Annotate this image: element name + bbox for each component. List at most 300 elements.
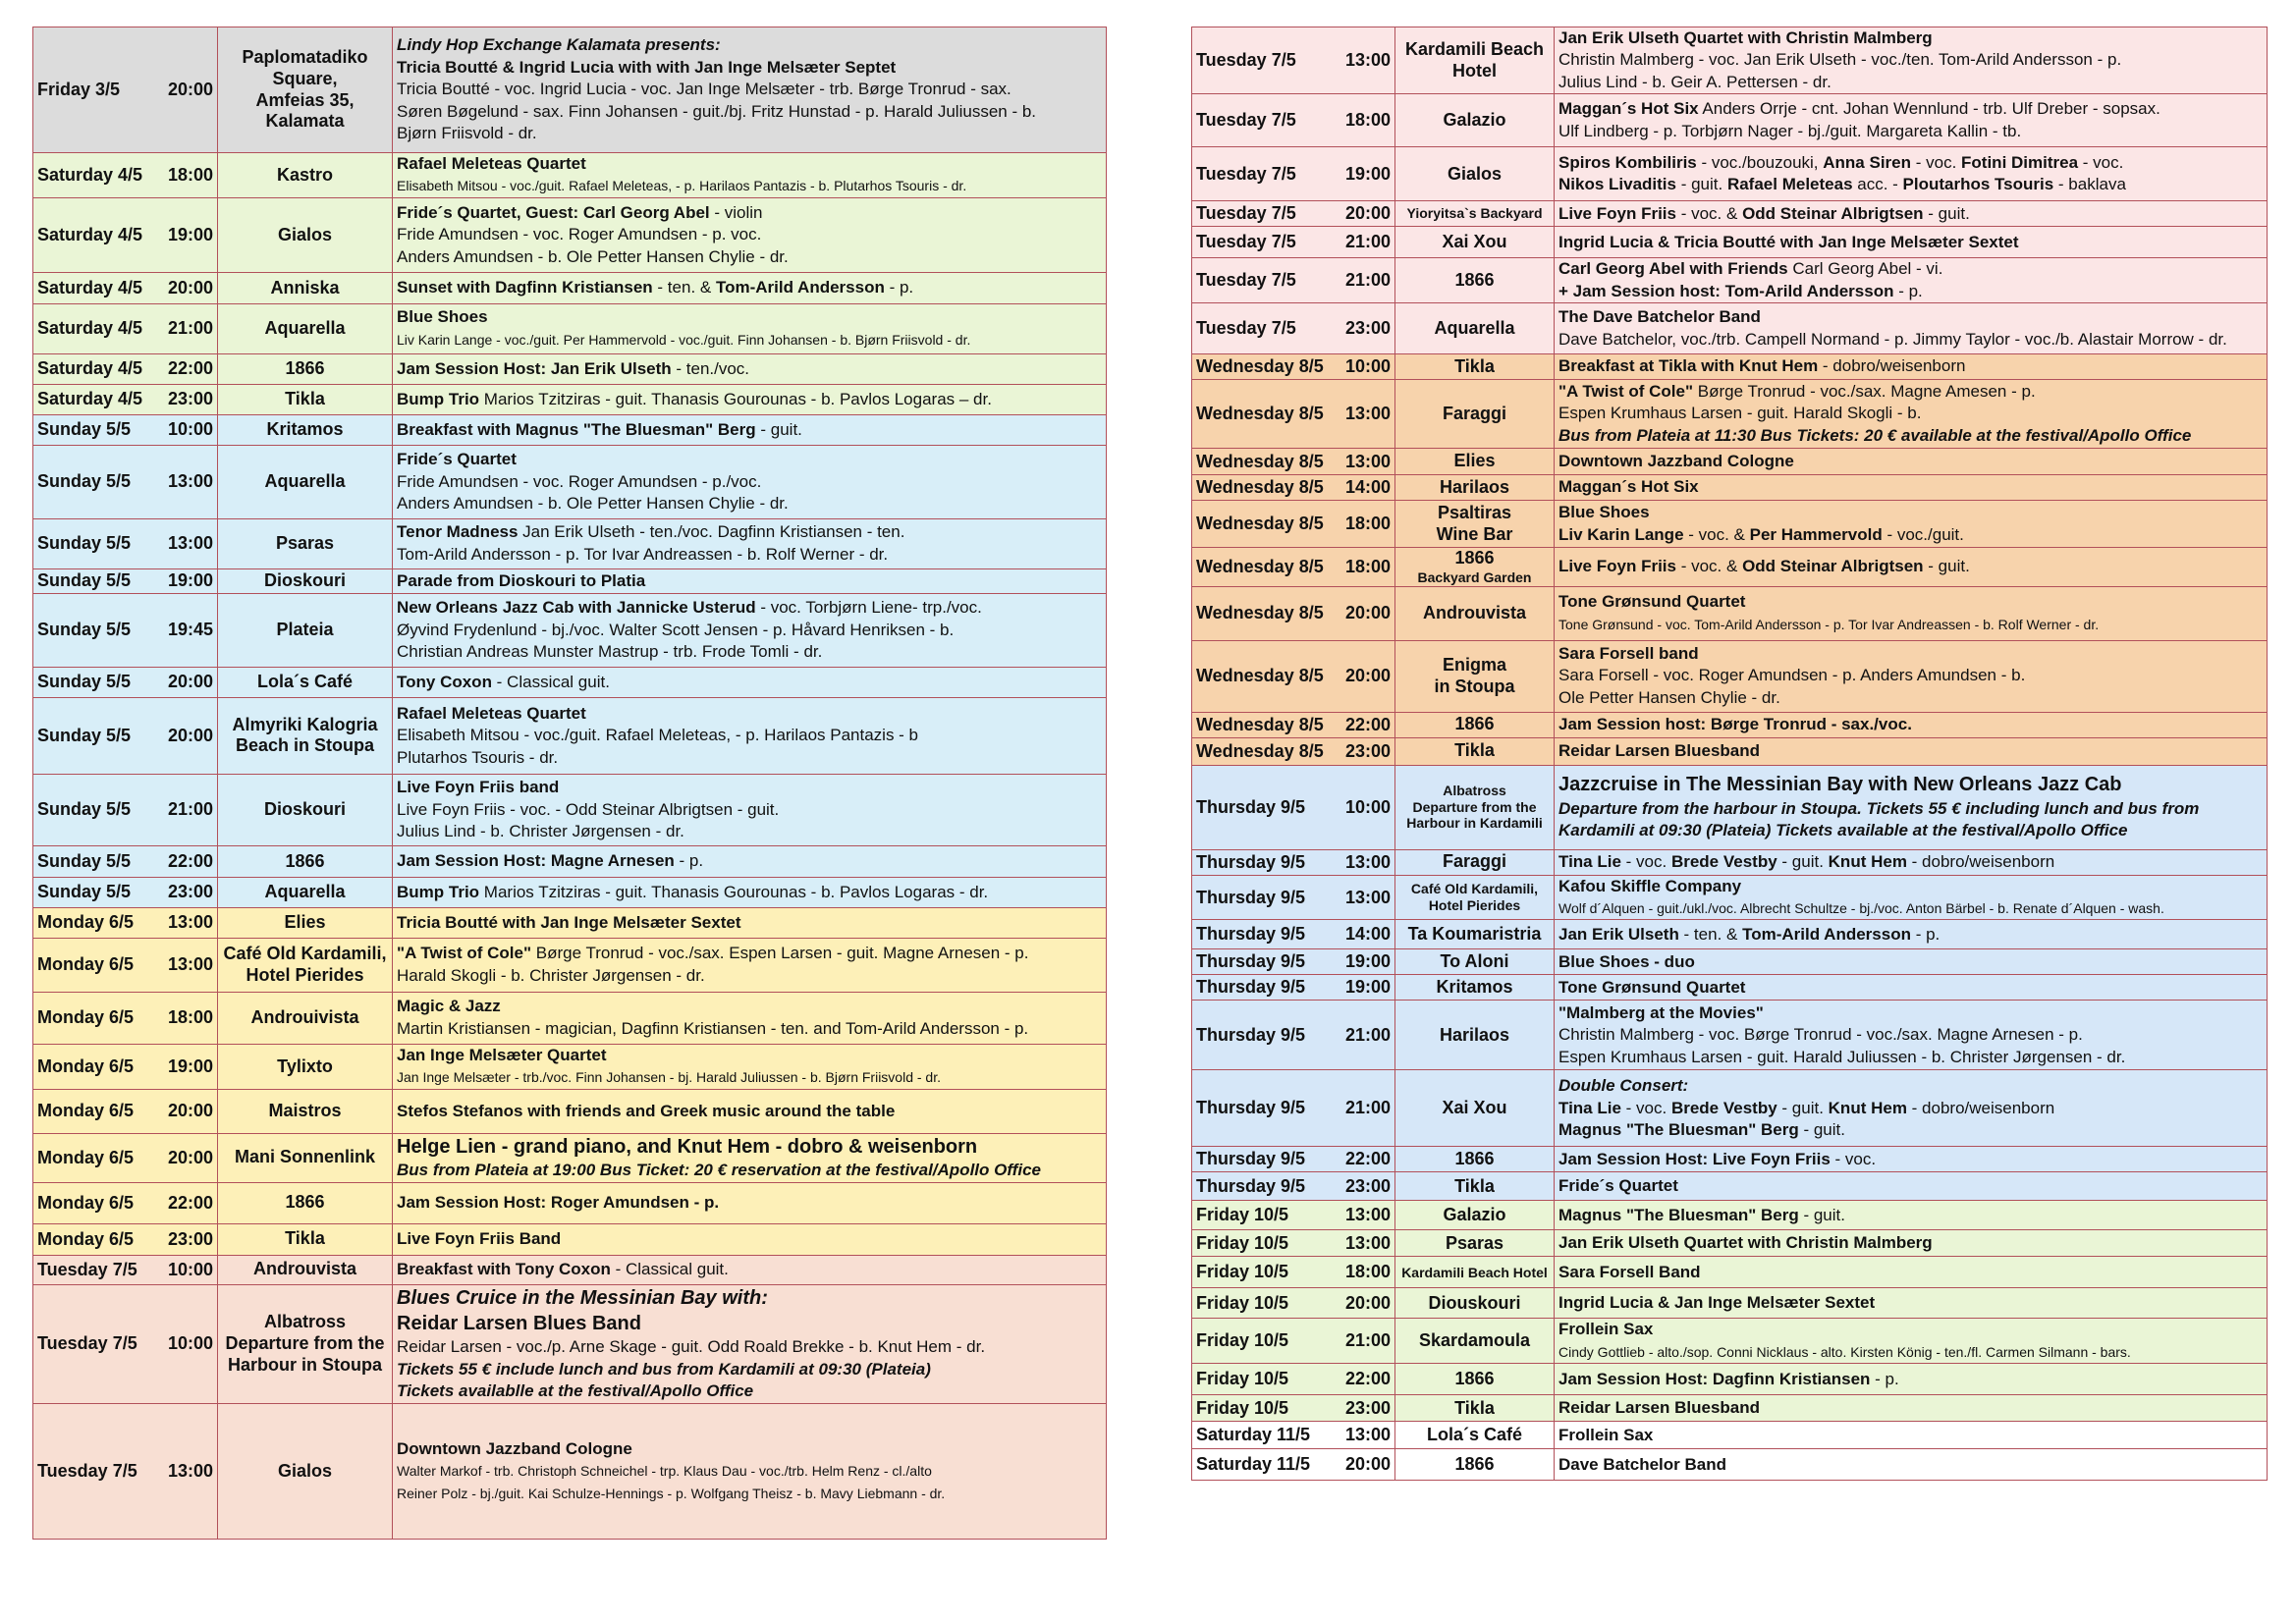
act-line: [1558, 381, 2263, 403]
act-line: [397, 175, 1102, 196]
event-time: 23:00: [167, 1228, 213, 1249]
event-venue: [1395, 765, 1555, 849]
event-venue: [1395, 94, 1555, 147]
event-act: [1555, 920, 2268, 949]
event-row: [33, 1182, 1107, 1223]
event-row: [1192, 227, 2268, 258]
event-datetime: [33, 845, 218, 877]
act-line: [1558, 1002, 2263, 1024]
event-act: [393, 992, 1107, 1044]
act-line: [1558, 152, 2263, 174]
act-text: Julius Lind - b. Geir A. Pettersen - dr.: [1558, 72, 1831, 91]
event-datetime: [33, 992, 218, 1044]
event-time: 21:00: [167, 799, 213, 820]
act-line: [397, 34, 1102, 56]
event-act: [1555, 1201, 2268, 1230]
act-line: [1558, 98, 2263, 120]
event-row: [33, 384, 1107, 414]
event-venue: [218, 907, 393, 938]
act-line: [397, 777, 1102, 798]
act-line: [397, 544, 1102, 566]
event-date: Monday 6/5: [37, 1055, 135, 1076]
act-line: [1558, 1262, 2263, 1283]
venue-line: Hotel Pierides: [1428, 897, 1521, 914]
event-venue: [218, 153, 393, 198]
event-act: [1555, 1070, 2268, 1147]
event-date: Tuesday 7/5: [1196, 163, 1296, 184]
event-datetime: [33, 1133, 218, 1182]
event-row: [33, 1255, 1107, 1284]
act-line: [1558, 643, 2263, 665]
event-time: 21:00: [1344, 270, 1391, 291]
event-date: Saturday 11/5: [1196, 1425, 1311, 1445]
event-date: Wednesday 8/5: [1196, 556, 1324, 576]
event-date: Monday 6/5: [37, 1228, 135, 1249]
event-row: [1192, 640, 2268, 712]
act-line: [1558, 740, 2263, 762]
event-time: 10:00: [167, 419, 213, 440]
event-datetime: [33, 518, 218, 568]
event-date: Saturday 4/5: [37, 224, 143, 244]
event-row: [1192, 1172, 2268, 1201]
event-datetime: [1192, 1001, 1395, 1070]
event-act: [1555, 1395, 2268, 1422]
act-text: Reiner Polz - bj./guit. Kai Schulze-Hennings - p. Wolfgang Theisz - b. Mavy Liebmann - dr.: [397, 1485, 946, 1501]
venue-line: Ta Koumaristria: [1407, 924, 1542, 945]
event-datetime: [1192, 548, 1395, 586]
act-text: Carl Georg Abel with Friends: [1558, 259, 1788, 279]
venue-line: 1866: [1454, 714, 1495, 734]
act-text: - guit.: [1777, 1098, 1829, 1117]
act-text: Øyvind Frydenlund - bj./voc. Walter Scott Jensen - p. Håvard Henriksen - b.: [397, 620, 955, 639]
act-text: Liv Karin Lange: [1558, 524, 1684, 544]
venue-line: Diouskouri: [1428, 1292, 1521, 1313]
act-text: Jan Erik Ulseth Quartet with Christin Malmberg: [1558, 1233, 1933, 1253]
act-text: Tricia Boutté & Ingrid Lucia with with Jan Inge Melsæter Septet: [397, 57, 897, 77]
event-time: 14:00: [1344, 477, 1391, 498]
event-datetime: [1192, 1288, 1395, 1319]
event-date: Wednesday 8/5: [1196, 356, 1324, 377]
event-time: 20:00: [1344, 1292, 1391, 1313]
event-venue: [1395, 640, 1555, 712]
event-time: 13:00: [1344, 1232, 1391, 1253]
act-text: Rafael Meleteas: [1726, 175, 1853, 194]
event-time: 23:00: [1344, 1175, 1391, 1196]
event-datetime: [1192, 949, 1395, 975]
act-line: [1558, 1341, 2263, 1363]
event-time: 21:00: [1344, 1098, 1391, 1118]
act-line: [1558, 1024, 2263, 1046]
event-act: [1555, 1422, 2268, 1449]
act-line: [397, 1259, 1102, 1280]
venue-line: Hotel: [1452, 60, 1497, 81]
event-time: 22:00: [1344, 1149, 1391, 1169]
act-text: Børge Tronrud - voc./sax. Magne Amesen - p.: [1693, 382, 2036, 402]
act-line: [1558, 502, 2263, 523]
act-text: Reidar Larsen Bluesband: [1558, 1398, 1761, 1418]
event-date: Tuesday 7/5: [1196, 110, 1296, 131]
act-text: Odd Steinar Albrigtsen: [1742, 557, 1924, 576]
event-venue: [1395, 712, 1555, 737]
event-time: 13:00: [167, 471, 213, 492]
event-act: [1555, 548, 2268, 586]
act-text: Stefos Stefanos with friends and Greek music around the table: [397, 1101, 896, 1120]
event-date: Sunday 5/5: [37, 533, 132, 554]
venue-line: 1866: [285, 1192, 325, 1213]
program-table-right-body: [1192, 27, 2268, 1481]
event-time: 23:00: [1344, 1397, 1391, 1418]
event-row: [1192, 94, 2268, 147]
act-line: [397, 1438, 1102, 1460]
act-text: - p.: [884, 278, 914, 298]
event-date: Sunday 5/5: [37, 570, 132, 591]
event-datetime: [1192, 1364, 1395, 1395]
event-date: Thursday 9/5: [1196, 796, 1306, 817]
event-time: 19:00: [167, 224, 213, 244]
act-text: Dave Batchelor Band: [1558, 1454, 1726, 1474]
act-text: Marios Tzitziras - guit. Thanasis Gourounas - b. Pavlos Logaras - dr.: [479, 882, 989, 901]
act-line: [1558, 425, 2263, 447]
event-datetime: [33, 593, 218, 667]
act-text: Christian Andreas Munster Mastrup - trb. Frode Tomli - dr.: [397, 642, 823, 662]
act-line: [397, 850, 1102, 872]
event-date: Thursday 9/5: [1196, 1175, 1306, 1196]
event-act: [1555, 1147, 2268, 1172]
event-time: 14:00: [1344, 924, 1391, 945]
event-datetime: [1192, 737, 1395, 765]
venue-line: Gialos: [1447, 163, 1503, 184]
event-row: [33, 153, 1107, 198]
event-date: Wednesday 8/5: [1196, 740, 1324, 761]
act-text: Per Hammervold: [1749, 524, 1883, 544]
act-line: [397, 882, 1102, 903]
event-row: [1192, 849, 2268, 875]
event-act: [393, 518, 1107, 568]
event-act: [1555, 147, 2268, 201]
event-datetime: [1192, 920, 1395, 949]
event-datetime: [1192, 1147, 1395, 1172]
event-time: 22:00: [1344, 1369, 1391, 1389]
act-text: - voc.: [1911, 152, 1962, 172]
act-line: [1558, 951, 2263, 973]
act-line: [397, 1285, 1102, 1311]
act-text: "A Twist of Cole": [397, 944, 532, 963]
event-venue: [218, 1182, 393, 1223]
venue-line: Amfeias 35,: [255, 89, 355, 110]
act-text: - voc. &: [1675, 557, 1743, 576]
act-text: Frollein Sax: [1558, 1320, 1654, 1339]
event-datetime: [33, 303, 218, 353]
act-text: Live Foyn Friis Band: [397, 1228, 562, 1248]
venue-line: Almyriki Kalogria: [232, 714, 378, 734]
event-row: [1192, 303, 2268, 354]
event-datetime: [1192, 1319, 1395, 1364]
event-datetime: [1192, 201, 1395, 227]
act-line: [1558, 232, 2263, 253]
event-venue: [1395, 258, 1555, 303]
event-row: [33, 845, 1107, 877]
event-datetime: [33, 272, 218, 303]
venue-line: Backyard Garden: [1417, 568, 1532, 585]
event-venue: [1395, 548, 1555, 586]
event-act: [393, 697, 1107, 774]
venue-line: Gialos: [277, 224, 333, 244]
event-venue: [1395, 737, 1555, 765]
event-date: Tuesday 7/5: [1196, 203, 1296, 224]
event-time: 18:00: [1344, 1262, 1391, 1282]
event-time: 18:00: [1344, 110, 1391, 131]
act-text: - voc.: [1620, 1098, 1671, 1117]
act-line: [1558, 1098, 2263, 1119]
act-text: Kardamili at 09:30 (Plateia) Tickets available at the festival/Apollo Office: [1558, 821, 2128, 840]
event-row: [1192, 475, 2268, 501]
venue-line: Galazio: [1443, 1205, 1506, 1225]
event-datetime: [1192, 586, 1395, 640]
act-line: [397, 419, 1102, 441]
event-date: Wednesday 8/5: [1196, 404, 1324, 424]
event-row: [1192, 712, 2268, 737]
act-line: [397, 202, 1102, 224]
act-line: [1558, 614, 2263, 635]
event-date: Tuesday 7/5: [37, 1333, 137, 1354]
venue-line: Lola´s Café: [1426, 1425, 1523, 1445]
act-line: [397, 570, 1102, 592]
event-venue: [1395, 501, 1555, 548]
venue-line: Tikla: [1454, 1397, 1495, 1418]
venue-line: Anniska: [270, 277, 340, 298]
act-text: - voc. &: [1683, 524, 1750, 544]
act-text: Odd Steinar Albrigtsen: [1742, 203, 1924, 223]
event-date: Friday 10/5: [1196, 1292, 1289, 1313]
program-table-left: [32, 27, 1107, 1540]
act-line: [1558, 714, 2263, 735]
event-row: [33, 445, 1107, 518]
act-line: [397, 821, 1102, 842]
act-line: [1558, 281, 2263, 302]
act-line: [397, 1228, 1102, 1250]
event-venue: [218, 774, 393, 845]
event-date: Saturday 4/5: [37, 358, 143, 379]
venue-line: Enigma: [1442, 654, 1506, 675]
act-text: Tickets 55 € include lunch and bus from Kardamili at 09:30 (Plateia): [397, 1359, 931, 1379]
event-date: Thursday 9/5: [1196, 951, 1306, 972]
act-line: [397, 1192, 1102, 1214]
event-act: [1555, 449, 2268, 475]
event-date: Friday 10/5: [1196, 1369, 1289, 1389]
event-datetime: [1192, 1172, 1395, 1201]
act-line: [397, 1311, 1102, 1336]
event-row: [1192, 1230, 2268, 1257]
event-venue: [218, 938, 393, 992]
act-line: [1558, 121, 2263, 142]
act-text: Ole Petter Hansen Chylie - dr.: [1558, 687, 1780, 707]
act-text: Anders Orrje - cnt. Johan Wennlund - trb. Ulf Dreber - sopsax.: [1698, 99, 2160, 119]
event-act: [1555, 1449, 2268, 1481]
event-act: [393, 197, 1107, 272]
event-act: [1555, 712, 2268, 737]
venue-line: Kardamili Beach Hotel: [1401, 1264, 1548, 1280]
venue-line: Lola´s Café: [256, 672, 354, 692]
venue-line: Mani Sonnenlink: [234, 1147, 375, 1167]
act-text: - dobro/weisenborn: [1906, 851, 2055, 871]
event-act: [393, 774, 1107, 845]
act-text: Sunset with Dagfinn Kristiansen: [397, 278, 653, 298]
event-venue: [1395, 920, 1555, 949]
act-line: [397, 389, 1102, 410]
act-line: [397, 521, 1102, 543]
event-time: 13:00: [1344, 404, 1391, 424]
venue-line: Androuvista: [252, 1259, 356, 1279]
event-act: [1555, 1319, 2268, 1364]
act-text: Downtown Jazzband Cologne: [1558, 451, 1794, 470]
act-line: [1558, 687, 2263, 709]
act-text: Elisabeth Mitsou - voc./guit. Rafael Meleteas, - p. Harilaos Pantazis - b. Plutarhos Tsouris - dr.: [397, 178, 967, 194]
event-time: 13:00: [167, 954, 213, 975]
act-line: [1558, 203, 2263, 225]
act-line: [397, 597, 1102, 619]
event-date: Monday 6/5: [37, 1007, 135, 1028]
act-text: - p.: [1893, 281, 1923, 300]
venue-line: Paplomatadiko: [242, 47, 368, 68]
event-datetime: [33, 1255, 218, 1284]
venue-line: Harbour in Kardamili: [1406, 815, 1543, 832]
event-venue: [218, 27, 393, 153]
event-time: 20:00: [167, 1101, 213, 1121]
event-date: Thursday 9/5: [1196, 1149, 1306, 1169]
event-time: 13:00: [167, 912, 213, 933]
act-text: Bump Trio: [397, 882, 480, 901]
act-line: [397, 1045, 1102, 1066]
event-date: Monday 6/5: [37, 1192, 135, 1213]
act-text: - voc.: [2078, 152, 2124, 172]
act-text: Breakfast at Tikla with Knut Hem: [1558, 356, 1819, 376]
event-venue: [218, 1284, 393, 1403]
event-act: [393, 384, 1107, 414]
event-act: [1555, 258, 2268, 303]
event-venue: [1395, 1001, 1555, 1070]
act-line: [397, 101, 1102, 123]
act-line: [397, 1160, 1102, 1181]
event-act: [393, 593, 1107, 667]
event-time: 13:00: [1344, 451, 1391, 471]
act-text: - dobro/weisenborn: [1906, 1098, 2055, 1117]
act-line: [1558, 591, 2263, 613]
event-time: 20:00: [1344, 1454, 1391, 1475]
act-line: [1558, 1425, 2263, 1446]
event-date: Friday 10/5: [1196, 1330, 1289, 1351]
event-act: [393, 1403, 1107, 1539]
event-date: Thursday 9/5: [1196, 1024, 1306, 1045]
event-datetime: [33, 774, 218, 845]
event-datetime: [33, 877, 218, 907]
venue-line: Psaltiras: [1437, 503, 1512, 523]
act-text: Julius Lind - b. Christer Jørgensen - dr.: [397, 822, 684, 841]
act-line: [1558, 1232, 2263, 1254]
event-venue: [1395, 449, 1555, 475]
act-line: [1558, 556, 2263, 577]
act-text: Rafael Meleteas Quartet: [397, 703, 586, 723]
event-date: Tuesday 7/5: [1196, 270, 1296, 291]
act-text: Ulf Lindberg - p. Torbjørn Nager - bj./guit. Margareta Kallin - tb.: [1558, 121, 2022, 140]
act-line: [1558, 798, 2263, 820]
event-act: [1555, 849, 2268, 875]
act-line: [397, 1460, 1102, 1482]
act-line: [1558, 665, 2263, 686]
venue-line: Faraggi: [1442, 403, 1506, 423]
event-act: [1555, 949, 2268, 975]
event-row: [33, 667, 1107, 697]
venue-line: Dioskouri: [263, 799, 346, 820]
event-date: Wednesday 8/5: [1196, 714, 1324, 734]
event-row: [1192, 1201, 2268, 1230]
event-date: Saturday 4/5: [37, 277, 143, 298]
event-time: 21:00: [1344, 1330, 1391, 1351]
event-row: [1192, 1147, 2268, 1172]
act-line: [397, 1380, 1102, 1402]
act-text: Bjørn Friisvold - dr.: [397, 124, 537, 143]
act-text: Brede Vestby: [1670, 851, 1777, 871]
act-text: - voc./bouzouki,: [1696, 152, 1824, 172]
act-text: - Classical guit.: [610, 1259, 729, 1278]
event-venue: [1395, 1257, 1555, 1288]
event-row: [33, 1044, 1107, 1089]
event-row: [1192, 1364, 2268, 1395]
act-text: - guit.: [755, 419, 802, 439]
event-act: [393, 414, 1107, 445]
act-text: - guit.: [1777, 851, 1829, 871]
event-time: 10:00: [167, 1259, 213, 1279]
act-line: [397, 965, 1102, 987]
act-text: Sara Forsell Band: [1558, 1262, 1701, 1281]
act-line: [397, 672, 1102, 693]
act-text: Tricia Boutté - voc. Ingrid Lucia - voc. Jan Inge Melsæter - trb. Børge Tronrud - sax.: [397, 80, 1011, 99]
venue-line: Kalamata: [265, 111, 345, 132]
event-row: [1192, 586, 2268, 640]
act-text: Blue Shoes - duo: [1558, 951, 1695, 971]
event-row: [33, 1403, 1107, 1539]
event-time: 13:00: [1344, 887, 1391, 907]
event-time: 22:00: [1344, 714, 1391, 734]
act-text: Sara Forsell - voc. Roger Amundsen - p. Anders Amundsen - b.: [1558, 666, 2026, 685]
venue-line: Gialos: [277, 1460, 333, 1481]
act-text: Espen Krumhaus Larsen - guit. Harald Juliussen - b. Christer Jørgensen - dr.: [1558, 1047, 2126, 1066]
act-line: [1558, 403, 2263, 424]
venue-line: Kardamili Beach: [1404, 39, 1545, 60]
event-venue: [1395, 354, 1555, 380]
venue-line: Aquarella: [264, 471, 346, 492]
venue-line: Xai Xou: [1442, 1098, 1507, 1118]
event-date: Friday 10/5: [1196, 1205, 1289, 1225]
act-text: Ingrid Lucia & Tricia Boutté with Jan Inge Melsæter Sextet: [1558, 232, 2019, 251]
act-text: - voc.: [1830, 1149, 1877, 1168]
event-act: [1555, 1230, 2268, 1257]
act-text: Ingrid Lucia & Jan Inge Melsæter Sextet: [1558, 1293, 1876, 1313]
event-time: 21:00: [167, 318, 213, 339]
event-datetime: [1192, 354, 1395, 380]
event-time: 18:00: [1344, 556, 1391, 576]
event-venue: [218, 697, 393, 774]
act-text: Anders Amundsen - b. Ole Petter Hansen Chylie - dr.: [397, 246, 789, 266]
act-line: [397, 153, 1102, 175]
event-row: [33, 303, 1107, 353]
act-line: [397, 1101, 1102, 1122]
event-datetime: [33, 197, 218, 272]
event-act: [1555, 1172, 2268, 1201]
event-datetime: [1192, 1449, 1395, 1481]
act-line: [397, 306, 1102, 328]
event-date: Wednesday 8/5: [1196, 477, 1324, 498]
act-text: Jam Session Host: Dagfinn Kristiansen: [1558, 1369, 1871, 1388]
